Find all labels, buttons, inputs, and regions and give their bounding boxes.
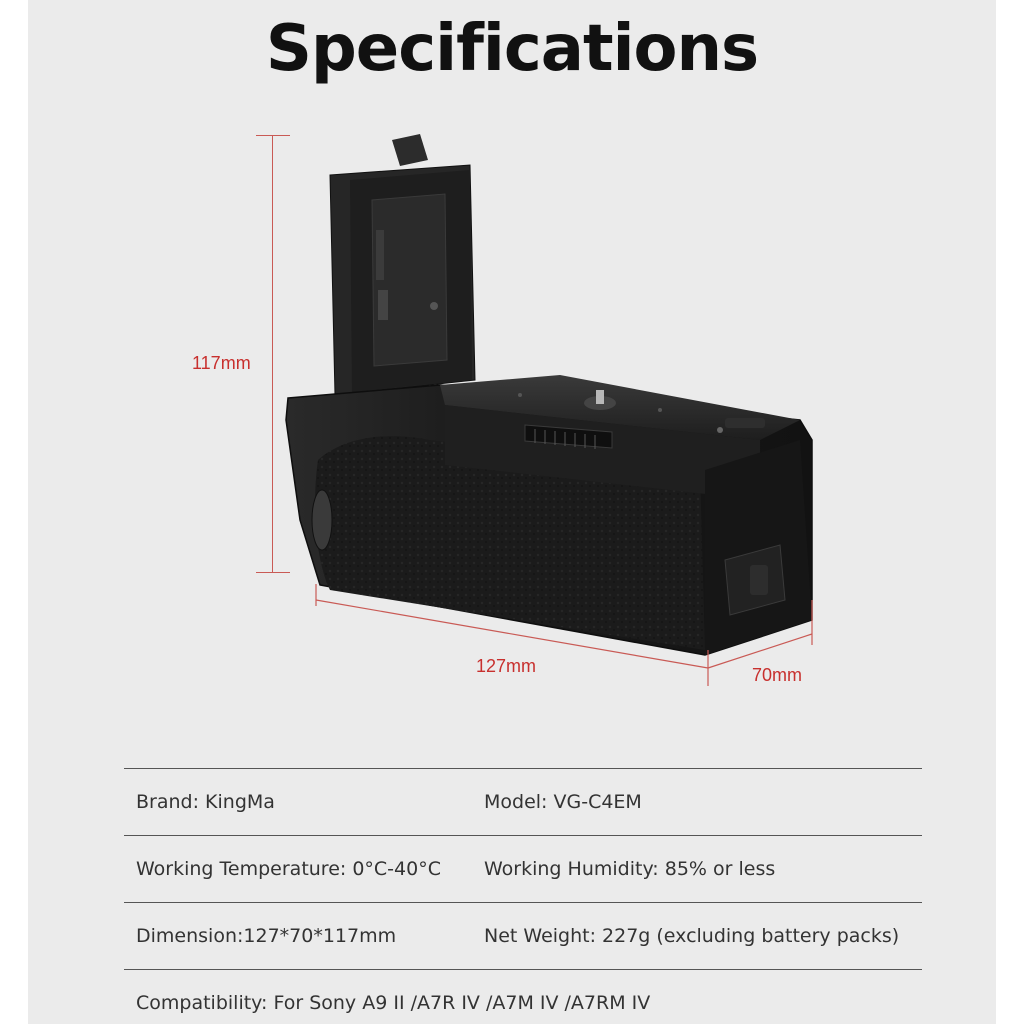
height-label: 117mm (192, 353, 251, 373)
spec-brand: Brand: KingMa (136, 791, 275, 813)
spec-dimension: Dimension:127*70*117mm (136, 925, 397, 947)
page-title: Specifications (265, 12, 759, 86)
spec-row (124, 902, 922, 969)
depth-label: 70mm (752, 665, 803, 685)
spec-row (124, 768, 922, 835)
spec-weight: Net Weight: 227g (excluding battery packs) (484, 925, 900, 947)
spec-compatibility: Compatibility: For Sony A9 II /A7R IV /A7M IV /A7RM IV (136, 992, 651, 1014)
spec-model: Model: VG-C4EM (484, 791, 642, 813)
spec-temperature: Working Temperature: 0°C-40°C (136, 858, 441, 880)
spec-humidity: Working Humidity: 85% or less (484, 858, 776, 880)
width-label: 127mm (476, 656, 537, 676)
spec-row (124, 835, 922, 902)
spec-row (124, 969, 922, 1036)
spec-table (124, 768, 922, 1036)
